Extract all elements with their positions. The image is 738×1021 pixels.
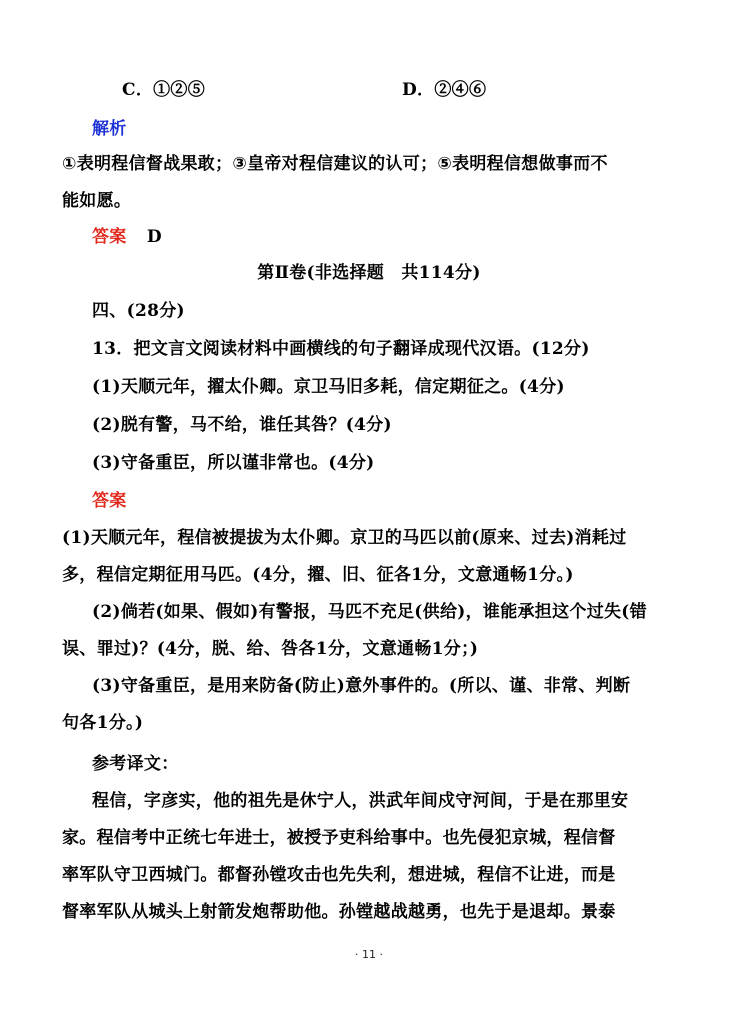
section-title: 第Ⅱ卷(非选择题 共114分) bbox=[257, 263, 481, 283]
answer-2-line-2: 误、罪过)？(4分，脱、给、咎各1分，文意通畅1分；) bbox=[62, 639, 479, 659]
question-13-prompt: 13．把文言文阅读材料中画横线的句子翻译成现代汉语。(12分) bbox=[92, 339, 590, 359]
answer-1-line-2: 多，程信定期征用马匹。(4分，擢、旧、征各1分，文意通畅1分。) bbox=[62, 565, 574, 585]
option-c: C．①②⑤ bbox=[122, 80, 206, 100]
answer-2-line-1: (2)倘若(如果、假如)有警报，马匹不充足(供给)，谁能承担这个过失(错 bbox=[92, 602, 647, 622]
answer-row bbox=[92, 225, 706, 249]
answer-1-line-1: (1)天顺元年，程信被提拔为太仆卿。京卫的马匹以前(原来、过去)消耗过 bbox=[62, 528, 627, 548]
analysis-label: 解析 bbox=[92, 119, 127, 139]
question-13-sentence-1: (1)天顺元年，擢太仆卿。京卫马旧多耗，信定期征之。(4分) bbox=[92, 377, 565, 397]
option-d: D．②④⑥ bbox=[402, 80, 487, 100]
translation-line-4: 督率军队从城头上射箭发炮帮助他。孙镗越战越勇，也先于是退却。景泰 bbox=[62, 902, 616, 922]
answer-3-line-1: (3)守备重臣，是用来防备(防止)意外事件的。(所以、谨、非常、判断 bbox=[92, 676, 631, 696]
answer-value: D bbox=[146, 227, 162, 247]
analysis-line-1: ①表明程信督战果敢；③皇帝对程信建议的认可；⑤表明程信想做事而不 bbox=[62, 154, 608, 174]
answer-2-label: 答案 bbox=[92, 491, 127, 511]
question-13-sentence-3: (3)守备重臣，所以谨非常也。(4分) bbox=[92, 453, 375, 473]
answer-3-line-2: 句各1分。) bbox=[62, 713, 144, 733]
part-four-heading: 四、(28分) bbox=[92, 301, 185, 321]
answer-label: 答案 bbox=[92, 227, 127, 247]
question-13-sentence-2: (2)脱有警，马不给，谁任其咎？(4分) bbox=[92, 415, 392, 435]
translation-line-2: 家。程信考中正统七年进士，被授予吏科给事中。也先侵犯京城，程信督 bbox=[62, 828, 616, 848]
translation-line-3: 率军队守卫西城门。都督孙镗攻击也先失利，想进城，程信不让进，而是 bbox=[62, 865, 616, 885]
analysis-line-2: 能如愿。 bbox=[62, 191, 132, 211]
translation-label: 参考译文： bbox=[92, 754, 179, 774]
translation-line-1: 程信，字彦实，他的祖先是休宁人，洪武年间戍守河间，于是在那里安 bbox=[92, 791, 629, 811]
page-number: · 11 · bbox=[355, 948, 383, 961]
